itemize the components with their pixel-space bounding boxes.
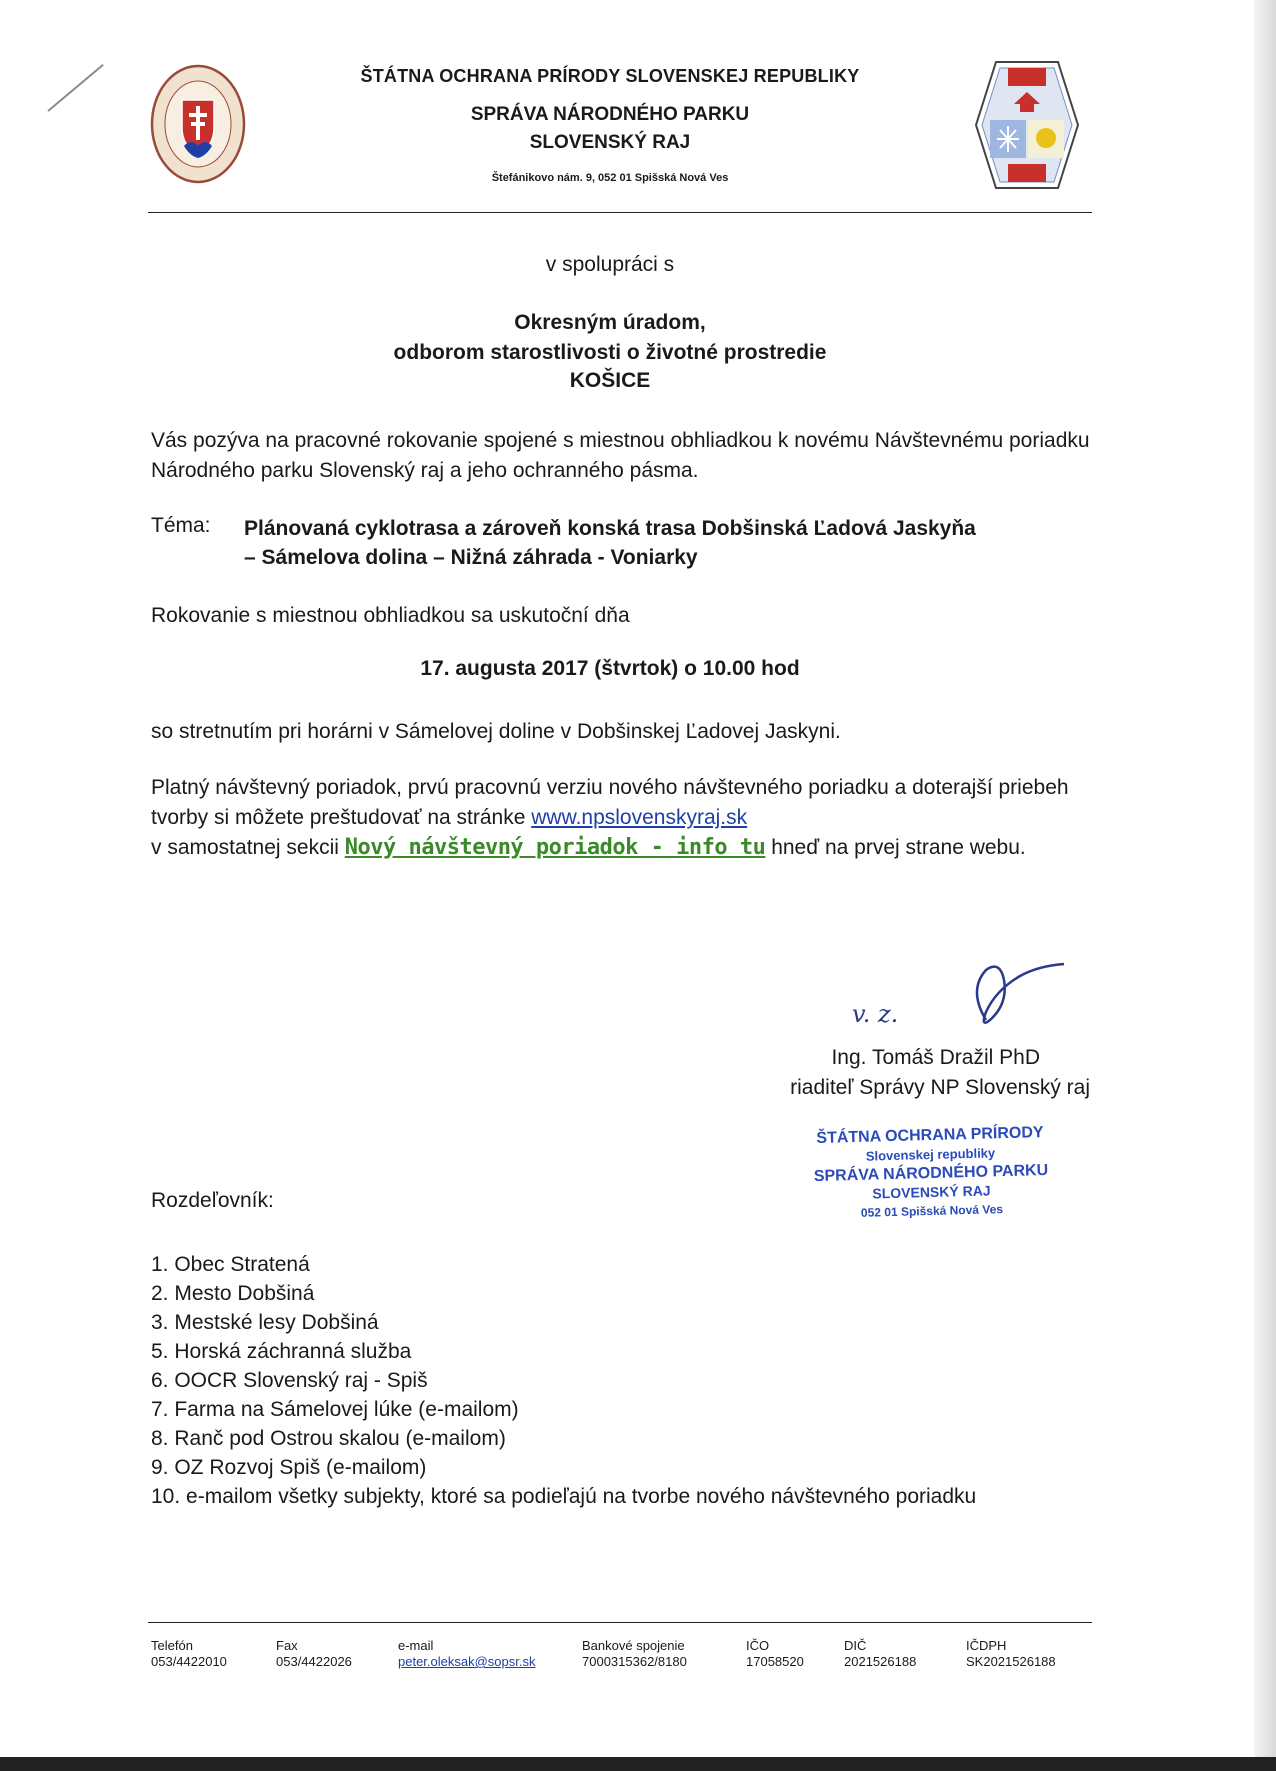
- topic-line-1: Plánovaná cyklotrasa a zároveň konská trasa Dobšinská Ľadová Jaskyňa: [244, 517, 976, 540]
- stamp-line-3: SPRÁVA NÁRODNÉHO PARKU: [813, 1161, 1049, 1186]
- footer-ico-value: 17058520: [746, 1654, 804, 1669]
- footer-dic-label: DIČ: [844, 1638, 867, 1653]
- handwritten-signature-icon: [956, 950, 1076, 1040]
- meeting-date: 17. augusta 2017 (štvrtok) o 10.00 hod: [420, 657, 800, 680]
- stamp-line-2: Slovenskej republiky: [865, 1145, 996, 1164]
- slovensky-raj-np-logo: [974, 58, 1080, 192]
- footer-bank-label: Bankové spojenie: [582, 1638, 685, 1653]
- list-item: 2. Mesto Dobšiná: [151, 1282, 315, 1305]
- footer-dic-value: 2021526188: [844, 1654, 917, 1669]
- partner-line-3: KOŠICE: [569, 369, 651, 392]
- list-item: 9. OZ Rozvoj Spiš (e-mailom): [151, 1456, 427, 1479]
- signatory-name: Ing. Tomáš Dražil PhD: [831, 1046, 1040, 1069]
- footer-phone: [151, 1638, 227, 1670]
- footer-ico: [746, 1638, 804, 1670]
- list-item: 10. e-mailom všetky subjekty, ktoré sa podieľajú na tvorbe nového návštevného poriadku: [151, 1485, 977, 1508]
- footer-dic: [844, 1638, 916, 1670]
- footer-phone-value: 053/4422010: [151, 1654, 227, 1669]
- info-text-3: hneď na prvej strane webu.: [771, 836, 1026, 859]
- footer-bank: [582, 1638, 687, 1670]
- footer-email-link[interactable]: peter.oleksak@sopsr.sk: [398, 1654, 536, 1669]
- stamp-line-4: SLOVENSKÝ RAJ: [872, 1182, 991, 1202]
- distribution-title: Rozdeľovník:: [151, 1189, 274, 1212]
- scan-edge: [1254, 0, 1276, 1771]
- info-text-1: Platný návštevný poriadok, prvú pracovnú verziu nového návštevného poriadku a doterajší priebeh tvorby si môžete preštudovať na stránke: [151, 776, 1069, 829]
- list-item: 5. Horská záchranná služba: [151, 1340, 412, 1363]
- scan-bottom-edge: [0, 1757, 1276, 1771]
- topic-label: Téma:: [151, 514, 211, 537]
- distribution-list: [151, 1250, 1101, 1511]
- list-item: 6. OOCR Slovenský raj - Spiš: [151, 1369, 428, 1392]
- partner-line-2: odborom starostlivosti o životné prostredie: [393, 341, 827, 364]
- info-text-2: v samostatnej sekcii: [151, 836, 339, 859]
- footer-icdph-label: IČDPH: [966, 1638, 1007, 1653]
- header-park-name: SLOVENSKÝ RAJ: [529, 132, 691, 153]
- footer-fax: [276, 1638, 352, 1670]
- list-item: 7. Farma na Sámelovej lúke (e-mailom): [151, 1398, 519, 1421]
- footer-fax-value: 053/4422026: [276, 1654, 352, 1669]
- footer-ico-label: IČO: [746, 1638, 770, 1653]
- header-org-name: ŠTÁTNA OCHRANA PRÍRODY SLOVENSKEJ REPUBLIKY: [360, 66, 860, 86]
- partner-line-1: Okresným úradom,: [514, 311, 706, 334]
- footer-email-label: e-mail: [398, 1638, 434, 1653]
- new-visitor-rules-section-link[interactable]: Nový návštevný poriadok - info tu: [344, 835, 766, 860]
- footer-phone-label: Telefón: [151, 1638, 193, 1653]
- header-park-administration: SPRÁVA NÁRODNÉHO PARKU: [470, 104, 750, 125]
- signatory-title: riaditeľ Správy NP Slovenský raj: [790, 1076, 1090, 1099]
- list-item: 3. Mestské lesy Dobšiná: [151, 1311, 379, 1334]
- list-item: 8. Ranč pod Ostrou skalou (e-mailom): [151, 1427, 506, 1450]
- topic-text: [244, 514, 1124, 572]
- stamp-line-1: ŠTÁTNA OCHRANA PRÍRODY: [816, 1124, 1044, 1147]
- footer-bank-value: 7000315362/8180: [582, 1654, 687, 1669]
- invitation-intro: Vás pozýva na pracovné rokovanie spojené s miestnou obhliadkou k novému Návštevnému poriadku Národného parku Slovenský raj a jeho ochranného pásma.: [151, 429, 1090, 482]
- footer-email: [398, 1638, 535, 1670]
- header-address: Štefánikovo nám. 9, 052 01 Spišská Nová Ves: [491, 172, 729, 184]
- website-link[interactable]: www.npslovenskyraj.sk: [531, 806, 748, 829]
- signature-initials: v. z.: [852, 1000, 899, 1028]
- stamp-line-5: 052 01 Spišská Nová Ves: [860, 1202, 1004, 1220]
- official-stamp: [785, 1122, 1077, 1225]
- header-divider: [148, 212, 1092, 213]
- meeting-place: so stretnutím pri horárni v Sámelovej doline v Dobšinskej Ľadovej Jaskyni.: [151, 720, 841, 743]
- topic-line-2: – Sámelova dolina – Nižná záhrada - Voniarky: [244, 546, 698, 569]
- sopsr-emblem-logo: [148, 62, 248, 192]
- footer-divider: [148, 1622, 1092, 1623]
- meeting-text: Rokovanie s miestnou obhliadkou sa uskutoční dňa: [151, 604, 630, 627]
- pen-mark: [47, 64, 103, 112]
- footer-icdph-value: SK2021526188: [966, 1654, 1056, 1669]
- footer-fax-label: Fax: [276, 1638, 298, 1653]
- list-item: 1. Obec Stratená: [151, 1253, 310, 1276]
- cooperation-text: v spolupráci s: [545, 253, 675, 276]
- info-paragraph: [151, 773, 1091, 863]
- footer-icdph: [966, 1638, 1056, 1670]
